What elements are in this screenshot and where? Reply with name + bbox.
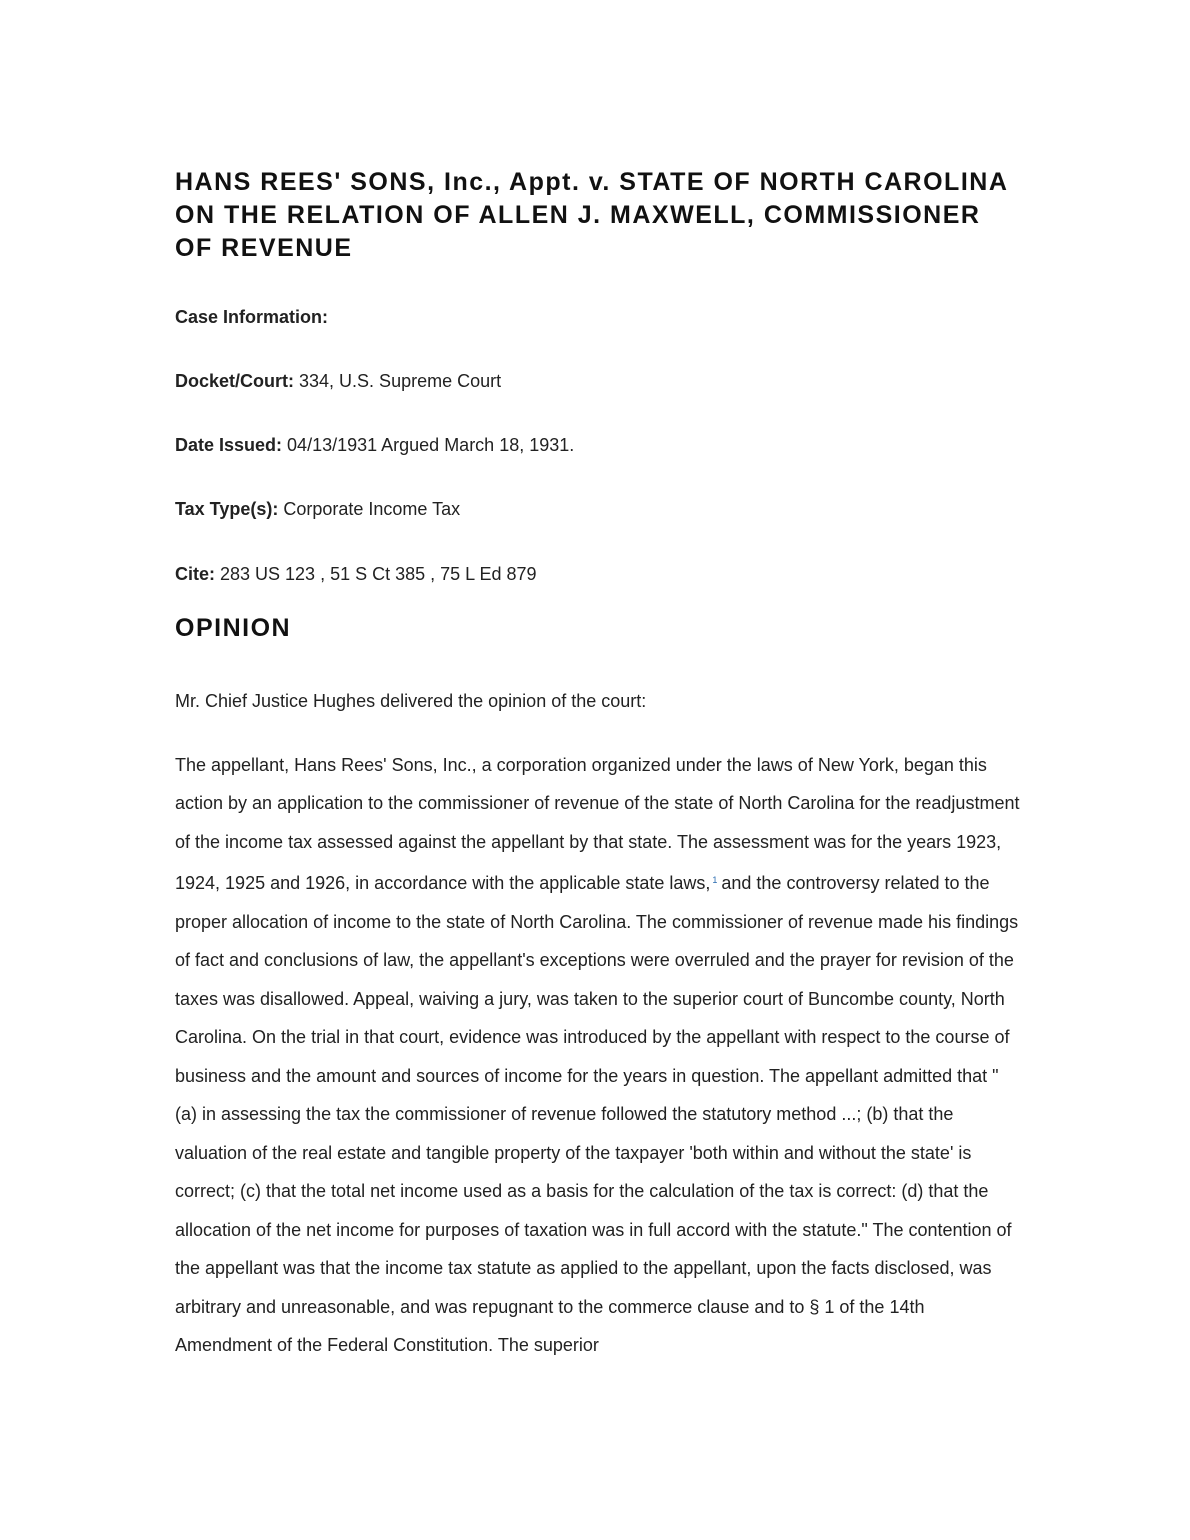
opinion-body-text-part1: The appellant, Hans Rees' Sons, Inc., a corporation organized under the laws of New York, began this action by an application to the commissioner of revenue of the state of North Carolina for the readjustment of the income tax assessed against the appellant by that state. The assessment was for the years 1923, 1924, 1925 and 1926, in accordance with the applicable state laws, [175, 754, 1020, 893]
tax-type-field [175, 497, 1020, 521]
footnote-link[interactable]: 1 [712, 875, 718, 885]
cite-label: Cite: [175, 564, 215, 584]
case-information-heading: Case Information: [175, 307, 329, 327]
docket-court-value: 334, U.S. Supreme Court [294, 371, 502, 391]
opinion-intro: Mr. Chief Justice Hughes delivered the opinion of the court: [175, 691, 647, 711]
opinion-heading: OPINION [175, 614, 292, 642]
docket-court-field [175, 369, 1020, 393]
date-issued-value: 04/13/1931 Argued March 18, 1931. [282, 435, 575, 455]
case-title: HANS REES' SONS, Inc., Appt. v. STATE OF NORTH CAROLINA ON THE RELATION OF ALLEN J. MAXWELL, COMMISSIONER OF REVENUE [175, 168, 1008, 262]
tax-type-value: Corporate Income Tax [278, 499, 461, 519]
date-issued-field [175, 433, 1020, 457]
cite-field [175, 562, 1020, 586]
tax-type-label: Tax Type(s): [175, 499, 279, 519]
docket-court-label: Docket/Court: [175, 371, 295, 391]
cite-value: 283 US 123 , 51 S Ct 385 , 75 L Ed 879 [215, 564, 537, 584]
opinion-body-paragraph [175, 746, 1020, 1365]
opinion-body-text-part2: and the controversy related to the proper allocation of income to the state of North Carolina. The commissioner of revenue made his findings of fact and conclusions of law, the appellant's exceptions were overruled and the prayer for revision of the taxes was disallowed. Appeal, waiving a jury, was taken to the superior court of Buncombe county, North Carolina. On the trial in that court, evidence was introduced by the appellant with respect to the course of business and the amount and sources of income for the years in question. The appellant admitted that "(a) in assessing the tax the commissioner of revenue followed the statutory method ...; (b) that the valuation of the real estate and tangible property of the taxpayer 'both within and without the state' is correct; (c) that the total net income used as a basis for the calculation of the tax is correct: (d) that the allocation of the net income for purposes of taxation was in full accord with the statute." The contention of the appellant was that the income tax statute as applied to the appellant, upon the facts disclosed, was arbitrary and unreasonable, and was repugnant to the commerce clause and to § 1 of the 14th Amendment of the Federal Constitution. The superior [175, 873, 1019, 1355]
document-page [175, 166, 1020, 1365]
date-issued-label: Date Issued: [175, 435, 283, 455]
